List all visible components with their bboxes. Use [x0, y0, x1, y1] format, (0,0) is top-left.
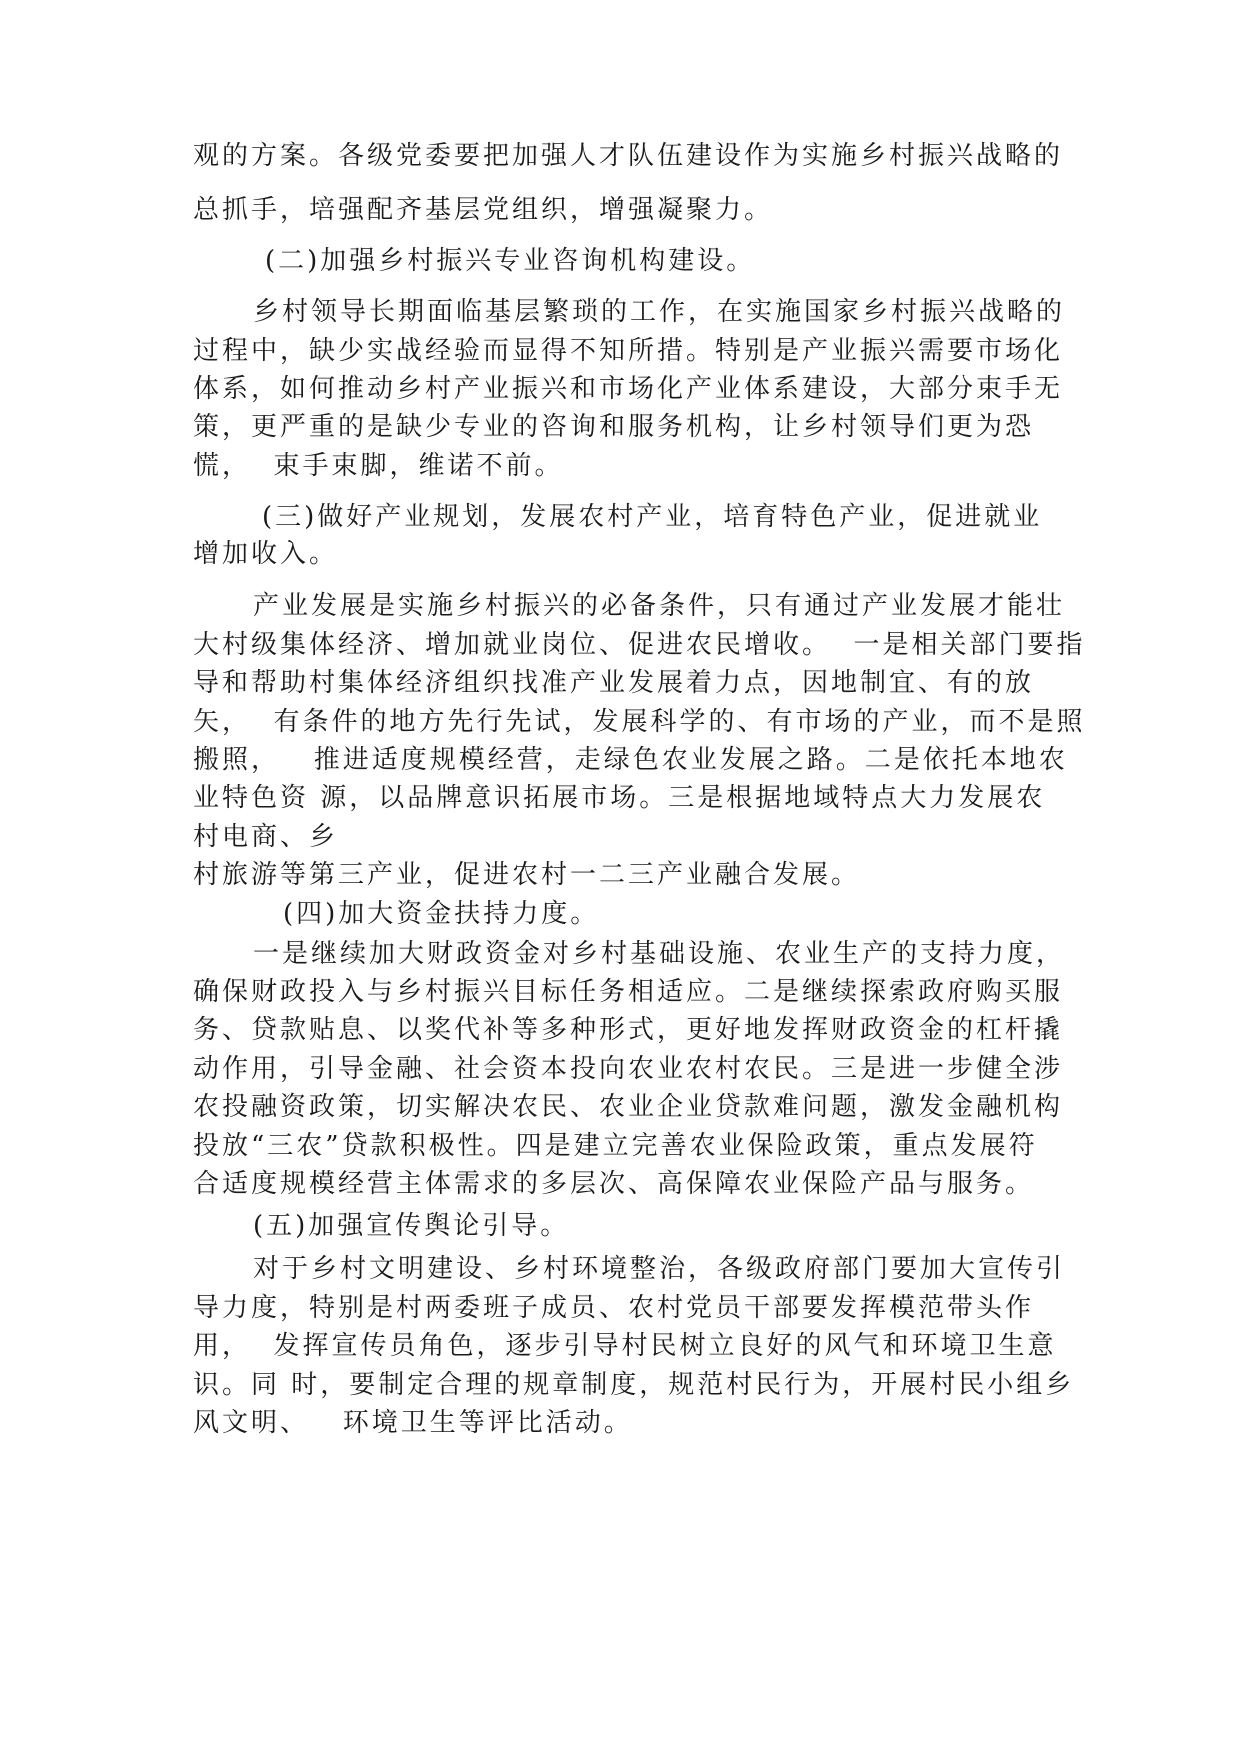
body-text-line: 务、贷款贴息、以奖代补等多种形式，更好地发挥财政资金的杠杆撬 [193, 1015, 1064, 1045]
body-text-line: 总抓手，培强配齐基层党组织，增强凝聚力。 [193, 195, 774, 225]
body-text-line: 乡村领导长期面临基层繁琐的工作，在实施国家乡村振兴战略的 [253, 297, 1066, 327]
body-text-line: 对于乡村文明建设、乡村环境整治，各级政府部门要加大宣传引 [253, 1254, 1066, 1284]
body-text-line: 动作用，引导金融、社会资本投向农业农村农民。三是进一步健全涉 [193, 1054, 1064, 1084]
body-text-line: 投放“三农”贷款积极性。四是建立完善农业保险政策，重点发展符 [193, 1131, 1038, 1161]
body-text-line: 用， 发挥宣传员角色，逐步引导村民树立良好的风气和环境卫生意 [193, 1331, 1057, 1361]
body-text-line: 观的方案。各级党委要把加强人才队伍建设作为实施乡村振兴战略的 [193, 141, 1064, 171]
section-heading: (二)加强乡村振兴专业咨询机构建设。 [265, 246, 756, 276]
body-text-line: 过程中，缺少实战经验而显得不知所措。特别是产业振兴需要市场化 [193, 336, 1064, 366]
section-heading: (五)加强宣传舆论引导。 [253, 1211, 570, 1241]
section-heading: (四)加大资金扶持力度。 [283, 899, 600, 929]
body-text-line: 合适度规模经营主体需求的多层次、高保障农业保险产品与服务。 [193, 1169, 1035, 1199]
section-heading: (三)做好产业规划，发展农村产业，培育特色产业，促进就业 [262, 502, 1043, 532]
body-text-line: 农投融资政策，切实解决农民、农业企业贷款难问题，激发金融机构 [193, 1092, 1064, 1122]
body-text-line: 业特色资 源，以品牌意识拓展市场。三是根据地域特点大力发展农 [193, 783, 1046, 813]
body-text-line: 矢， 有条件的地方先行先试，发展科学的、有市场的产业，而不是照 [193, 707, 1086, 737]
body-text-line: 村旅游等第三产业，促进农村一二三产业融合发展。 [193, 860, 861, 890]
body-text-line: 识。同 时，要制定合理的规章制度，规范村民行为，开展村民小组乡 [193, 1370, 1075, 1400]
body-text-line: 导力度，特别是村两委班子成员、农村党员干部要发挥模范带头作 [193, 1293, 1035, 1323]
body-text-line: 大村级集体经济、增加就业岗位、促进农民增收。 一是相关部门要指 [193, 630, 1086, 660]
body-text-line: 慌， 束手束脚，维诺不前。 [193, 451, 564, 481]
body-text-line: 产业发展是实施乡村振兴的必备条件，只有通过产业发展才能壮 [253, 591, 1066, 621]
body-text-line: 搬照， 推进适度规模经营，走绿色农业发展之路。二是依托本地农 [193, 745, 1068, 775]
body-text-line: 体系，如何推动乡村产业振兴和市场化产业体系建设，大部分束手无 [193, 374, 1064, 404]
body-text-line: 策，更严重的是缺少专业的咨询和服务机构，让乡村领导们更为恐 [193, 412, 1035, 442]
body-text-line: 风文明、 环境卫生等评比活动。 [193, 1408, 633, 1438]
body-text-line: 导和帮助村集体经济组织找准产业发展着力点，因地制宜、有的放 [193, 668, 1035, 698]
body-text-line: 村电商、乡 [193, 822, 339, 852]
body-text-line: 一是继续加大财政资金对乡村基础设施、农业生产的支持力度， [253, 939, 1066, 969]
body-text-line: 确保财政投入与乡村振兴目标任务相适应。二是继续探索政府购买服 [193, 977, 1064, 1007]
section-heading: 增加收入。 [193, 539, 339, 569]
